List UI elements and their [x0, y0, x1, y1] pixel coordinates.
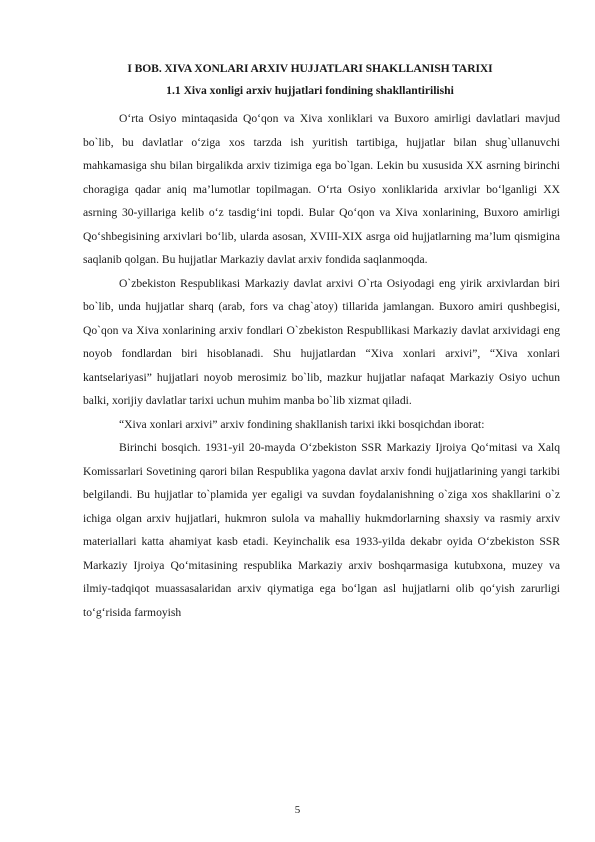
body-text — [83, 107, 560, 624]
paragraph: “Xiva xonlari arxivi” arxiv fondining shakllanish tarixi ikki bosqichdan iborat: — [119, 417, 485, 431]
paragraph: O`zbekiston Respublikasi Markaziy davlat arxivi O`rta Osiyodagi eng yirik arxivlardan biri bo`lib, unda hujjatlar sharq (arab, fors va chag`atoy) tillarida jamlangan. Buxoro amiri qushbegisi, Qo`qon va Xiva xonlarining arxiv fondlari O`zbekiston Respubllikasi Markaziy davlat arxividagi eng noyob fondlardan biri hisoblanadi. Shu hujjatlardan “Xiva xonlari arxivi”, “Xiva xonlari kantselariyasi” hujjatlari noyob merosimiz bo`lib, mazkur hujjatlar nafaqat Markaziy Osiyo uchun balki, xorijiy davlatlar tarixi uchun muhim manba bo`lib xizmat qiladi. — [83, 276, 560, 407]
page-number: 5 — [294, 804, 301, 816]
paragraph: Birinchi bosqich. 1931-yil 20-mayda O‘zbekiston SSR Markaziy Ijroiya Qo‘mitasi va Xalq Komissarlari Sovetining qarori bilan Respublika yagona davlat arxiv fondi hujjatlarining yangi tarkibi belgilandi. Bu hujjatlar to`plamida yer egaligi va suvdan foydalanishning o`ziga xos shakllarini o`z ichiga olgan arxiv hujjatlari, hukmron sulola va mahalliy hukmdorlarning shaxsiy va rasmiy arxiv materiallari katta ahamiyat kasb etadi. Keyinchalik esa 1933-yilda dekabr oyida O‘zbekiston SSR Markaziy Ijroiya Qo‘mitasining respublika Markaziy arxiv boshqarmasiga kutubxona, muzey va ilmiy-tadqiqot muassasalaridan arxiv qiymatiga ega bo‘lgan asl hujjatlarni olib qo‘yish zarurligi to‘g‘risida farmoyish — [83, 441, 560, 619]
paragraph: O‘rta Osiyo mintaqasida Qo‘qon va Xiva xonliklari va Buxoro amirligi davlatlari mavjud bo`lib, bu davlatlar o‘ziga xos tarzda ish yuritish tartibiga, hujjatlar bilan shug`ullanuvchi mahkamasiga shu bilan birgalikda arxiv tizimiga ega bo`lgan. Lekin bu xususida XX asrning birinchi choragiga qadar aniq ma’lumotlar topilmagan. O‘rta Osiyo xonliklarida arxivlar bo‘lganligi XX asrning 30-yillariga kelib o‘z tasdig‘ini topdi. Bular Qo‘qon va Xiva xonlarining, Buxoro amirligi Qo‘shbegisining arxivlari bo‘lib, ularda asosan, XVIII-XIX asrga oid hujjatlarning ma’lum qismigina saqlanib qolgan. Bu hujjatlar Markaziy davlat arxiv fondida saqlanmoqda. — [83, 112, 560, 266]
chapter-title: I BOB. XIVA XONLARI ARXIV HUJJATLARI SHAKLLANISH TARIXI — [127, 62, 493, 75]
section-title: 1.1 Xiva xonligi arxiv hujjatlari fondining shakllantirilishi — [166, 84, 454, 97]
